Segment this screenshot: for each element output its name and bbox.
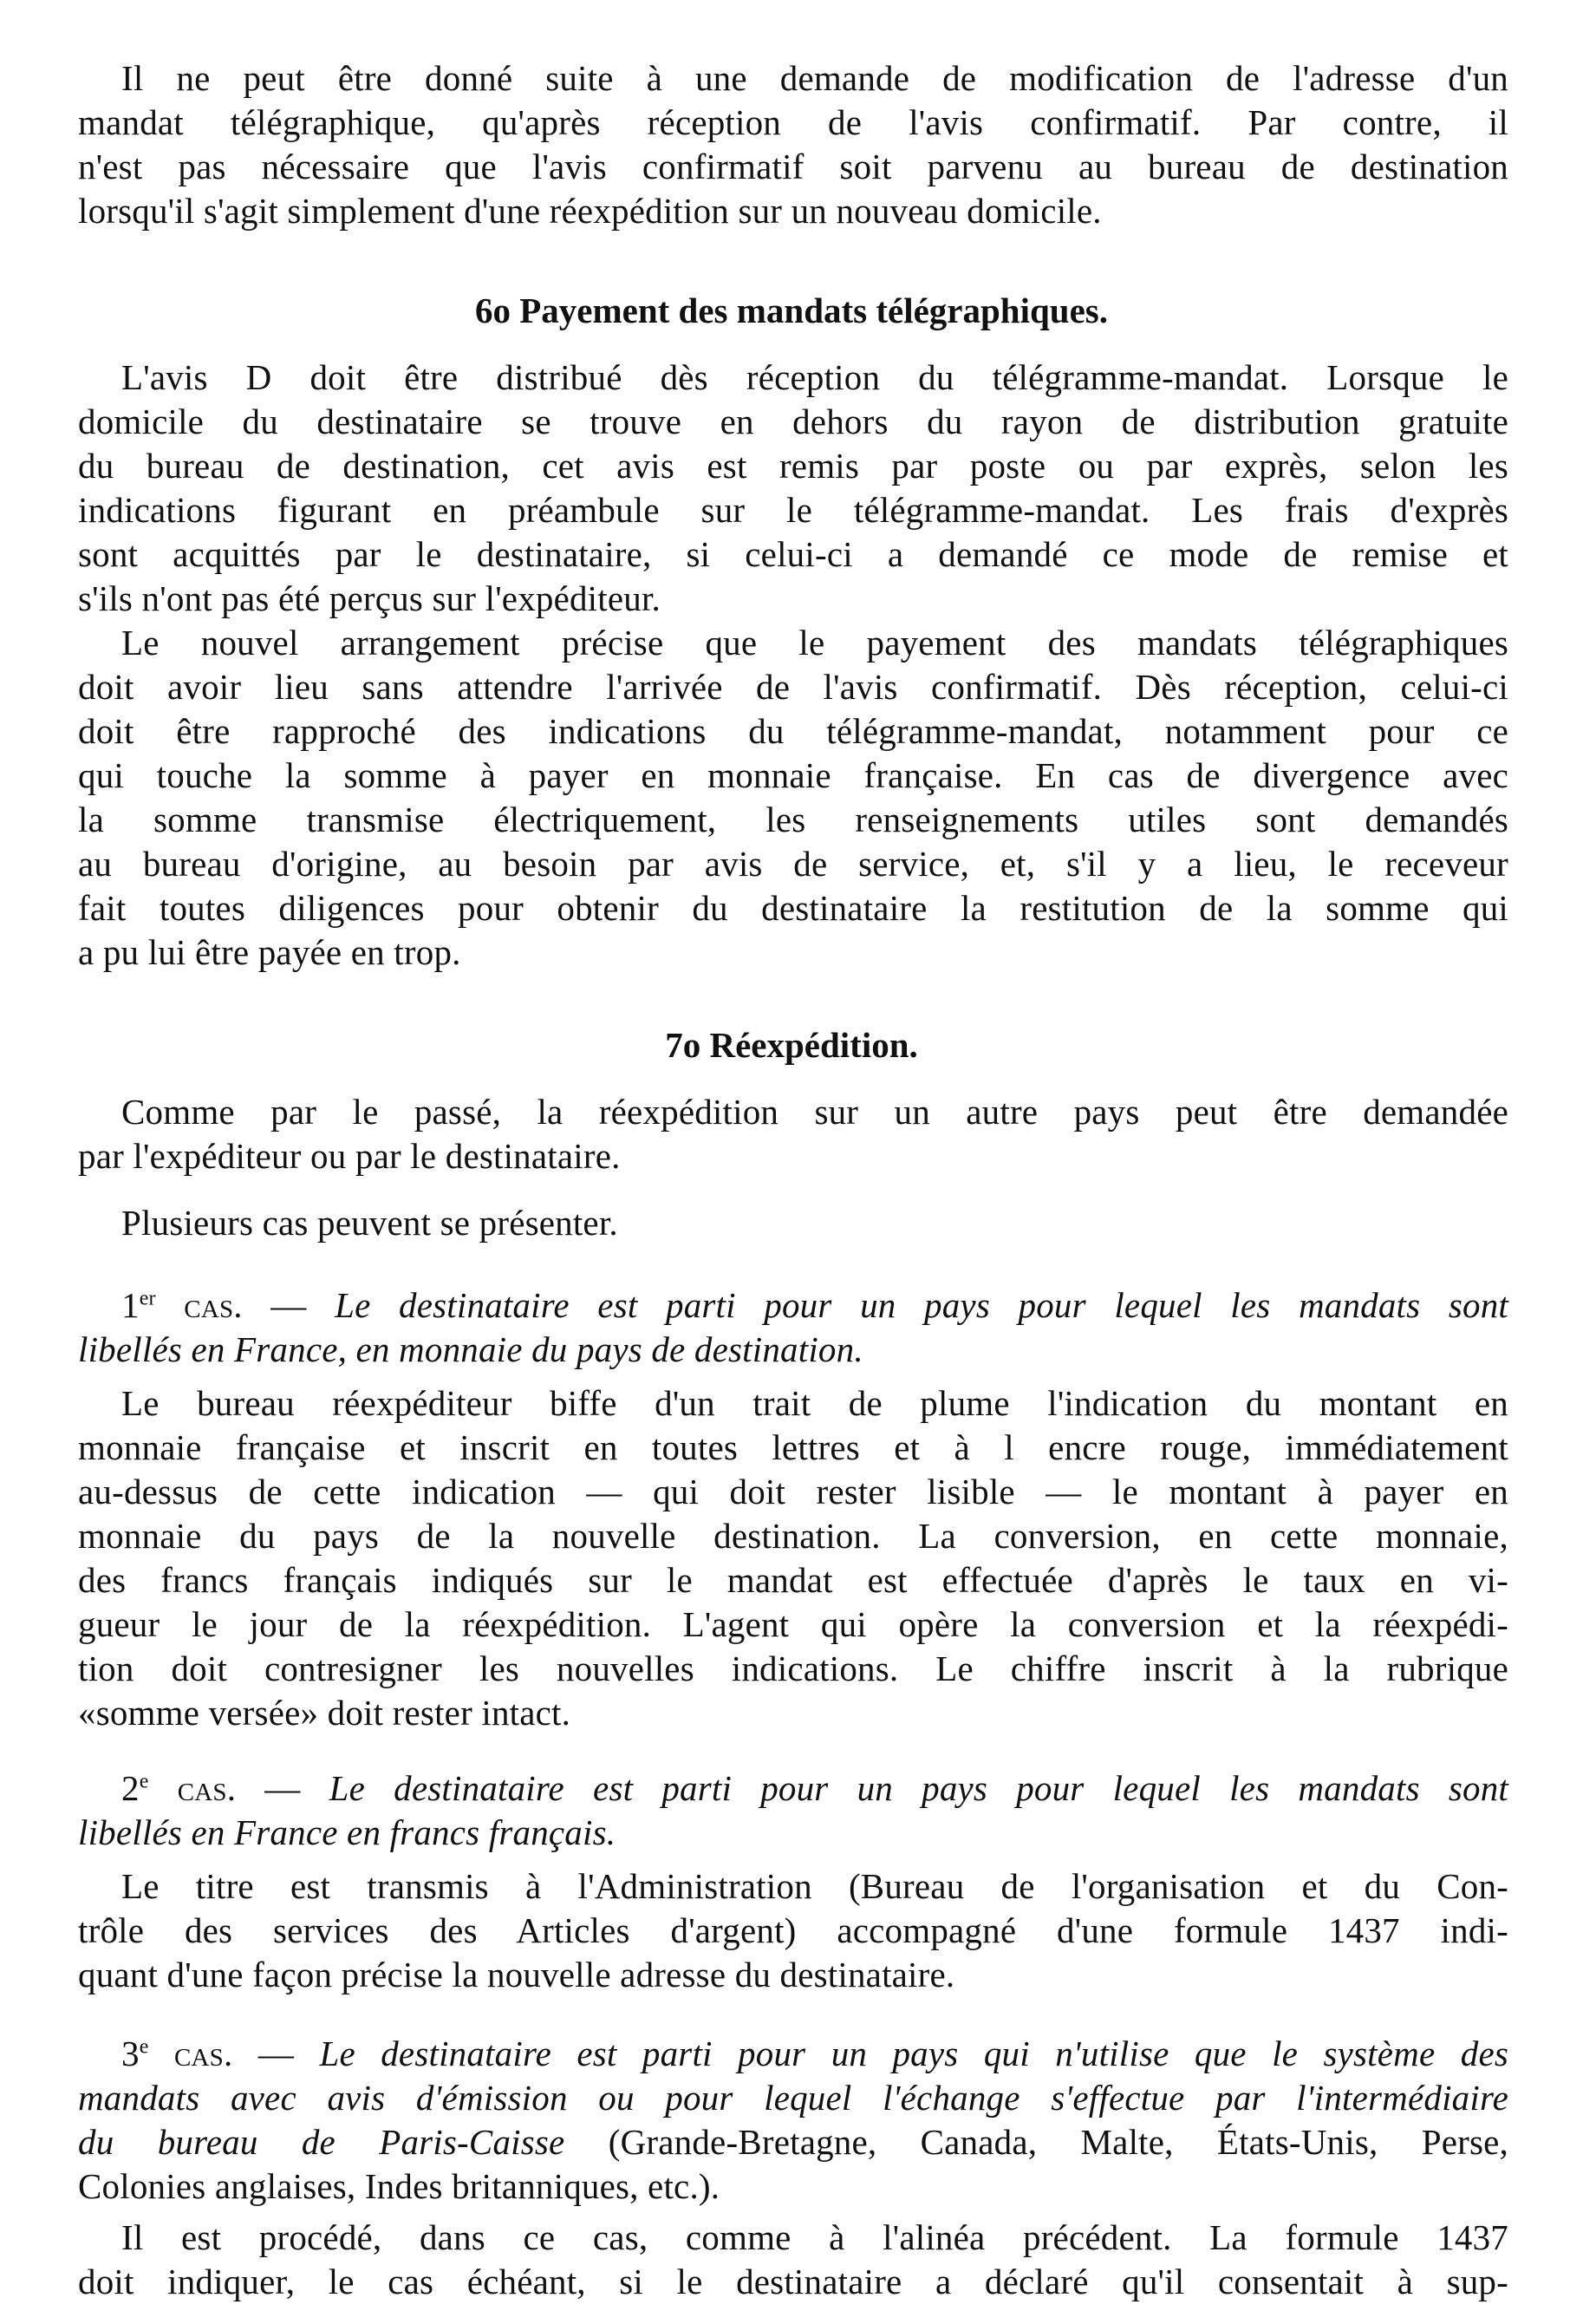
- cas2-num: 2: [121, 1768, 140, 1808]
- intro-line-1: Il ne peut être donné suite à une demande de modification de l'adresse d'un: [121, 58, 1508, 98]
- cas3-body-line-2: doit indiquer, le cas échéant, si le destinataire a déclaré qu'il consentait à sup-: [78, 2262, 1508, 2301]
- cas3-body-line-1: Il est procédé, dans ce cas, comme à l'alinéa précédent. La formule 1437: [121, 2217, 1508, 2257]
- cas1-body-line-4: monnaie du pays de la nouvelle destination. La conversion, en cette monnaie,: [78, 1516, 1508, 1556]
- cas3-title-line-3: [78, 2122, 1508, 2162]
- cas1-title-text: Le destinataire est parti pour un pays pour lequel les mandats sont: [335, 1285, 1508, 1325]
- cas3-num: 3: [121, 2034, 140, 2073]
- s6-p1-line-6: s'ils n'ont pas été perçus sur l'expéditeur.: [78, 578, 661, 618]
- s6-p1-line-2: domicile du destinataire se trouve en dehors du rayon de distribution gratuite: [78, 401, 1508, 441]
- cas1-title-line-1: [121, 1285, 1508, 1325]
- s6-p2-line-1: Le nouvel arrangement précise que le payement des mandats télégraphiques: [121, 623, 1508, 663]
- cas3-title-line-2: mandats avec avis d'émission ou pour lequel l'échange s'effectue par l'intermédiaire: [78, 2078, 1508, 2118]
- cas3-title-line-1: [121, 2036, 1508, 2072]
- s6-p2-line-6: au bureau d'origine, au besoin par avis de service, et, s'il y a lieu, le receveur: [78, 844, 1508, 884]
- cas2-title-line-2: libellés en France en francs français.: [78, 1812, 616, 1852]
- cas1-num: 1: [121, 1285, 140, 1325]
- cas1-title-line-2: libellés en France, en monnaie du pays de destination.: [78, 1329, 863, 1369]
- cas2-sup: e: [139, 1770, 149, 1793]
- section-7-heading: 7o Réexpédition.: [665, 1025, 918, 1065]
- cas1-body-line-8: «somme versée» doit rester intact.: [78, 1693, 571, 1733]
- s6-p1-line-3: du bureau de destination, cet avis est remis par poste ou par exprès, selon les: [78, 446, 1508, 486]
- cas1-sup: er: [139, 1287, 156, 1310]
- s7-p1-line-2: par l'expéditeur ou par le destinataire.: [78, 1136, 621, 1176]
- cas2-body-line-2: trôle des services des Articles d'argent) accompagné d'une formule 1437 indi-: [78, 1910, 1508, 1950]
- s6-p2-line-5: la somme transmise électriquement, les renseignements utiles sont demandés: [78, 800, 1508, 839]
- s6-p1-line-5: sont acquittés par le destinataire, si celui-ci a demandé ce mode de remise et: [78, 534, 1508, 574]
- cas1-body-line-5: des francs français indiqués sur le mandat est effectuée d'après le taux en vi-: [78, 1560, 1508, 1600]
- s6-p1-line-1: L'avis D doit être distribué dès réception du télégramme-mandat. Lorsque le: [121, 357, 1508, 397]
- cas3-label: cas. —: [173, 2034, 295, 2073]
- cas3-sup: e: [139, 2035, 149, 2059]
- s6-p2-line-8: a pu lui être payée en trop.: [78, 932, 461, 972]
- cas1-label: cas. —: [184, 1285, 307, 1325]
- cas2-title-line-1: [121, 1768, 1508, 1808]
- cas2-body-line-1: Le titre est transmis à l'Administration (Bureau de l'organisation et du Con-: [121, 1866, 1508, 1906]
- cas1-body-line-1: Le bureau réexpéditeur biffe d'un trait de plume l'indication du montant en: [121, 1383, 1508, 1423]
- cas2-title-text: Le destinataire est parti pour un pays pour lequel les mandats sont: [329, 1768, 1508, 1808]
- cas2-label: cas. —: [177, 1768, 301, 1808]
- cas3-title-line-3-roman: (Grande-Bretagne, Canada, Malte, États-Unis, Perse,: [564, 2122, 1508, 2162]
- cas3-title-text: Le destinataire est parti pour un pays qui n'utilise que le système des: [319, 2034, 1509, 2073]
- section-6-heading: 6o Payement des mandats télégraphiques.: [474, 290, 1108, 330]
- s7-p2-line: Plusieurs cas peuvent se présenter.: [121, 1203, 618, 1243]
- cas3-title-line-4: Colonies anglaises, Indes britanniques, etc.).: [78, 2166, 720, 2206]
- cas1-body-line-7: tion doit contresigner les nouvelles indications. Le chiffre inscrit à la rubrique: [78, 1648, 1508, 1688]
- intro-line-2: mandat télégraphique, qu'après réception de l'avis confirmatif. Par contre, il: [78, 102, 1508, 142]
- s6-p2-line-3: doit être rapproché des indications du télégramme-mandat, notamment pour ce: [78, 711, 1508, 751]
- intro-line-4: lorsqu'il s'agit simplement d'une réexpédition sur un nouveau domicile.: [78, 191, 1102, 231]
- cas2-body-line-3: quant d'une façon précise la nouvelle adresse du destinataire.: [78, 1955, 955, 1994]
- s7-p1-line-1: Comme par le passé, la réexpédition sur un autre pays peut être demandée: [121, 1092, 1508, 1132]
- intro-line-3: n'est pas nécessaire que l'avis confirmatif soit parvenu au bureau de destination: [78, 147, 1508, 186]
- cas1-body-line-3: au-dessus de cette indication — qui doit rester lisible — le montant à payer en: [78, 1472, 1508, 1511]
- cas1-body-line-2: monnaie française et inscrit en toutes lettres et à l encre rouge, immédiatement: [78, 1427, 1508, 1467]
- cas1-body-line-6: gueur le jour de la réexpédition. L'agent qui opère la conversion et la réexpédi-: [78, 1604, 1508, 1644]
- s6-p2-line-7: fait toutes diligences pour obtenir du destinataire la restitution de la somme qui: [78, 888, 1508, 928]
- s6-p2-line-2: doit avoir lieu sans attendre l'arrivée de l'avis confirmatif. Dès réception, celui-ci: [78, 667, 1508, 707]
- s6-p2-line-4: qui touche la somme à payer en monnaie française. En cas de divergence avec: [78, 755, 1508, 795]
- s6-p1-line-4: indications figurant en préambule sur le télégramme-mandat. Les frais d'exprès: [78, 490, 1508, 530]
- cas3-title-line-3-italic: du bureau de Paris-Caisse: [78, 2122, 565, 2162]
